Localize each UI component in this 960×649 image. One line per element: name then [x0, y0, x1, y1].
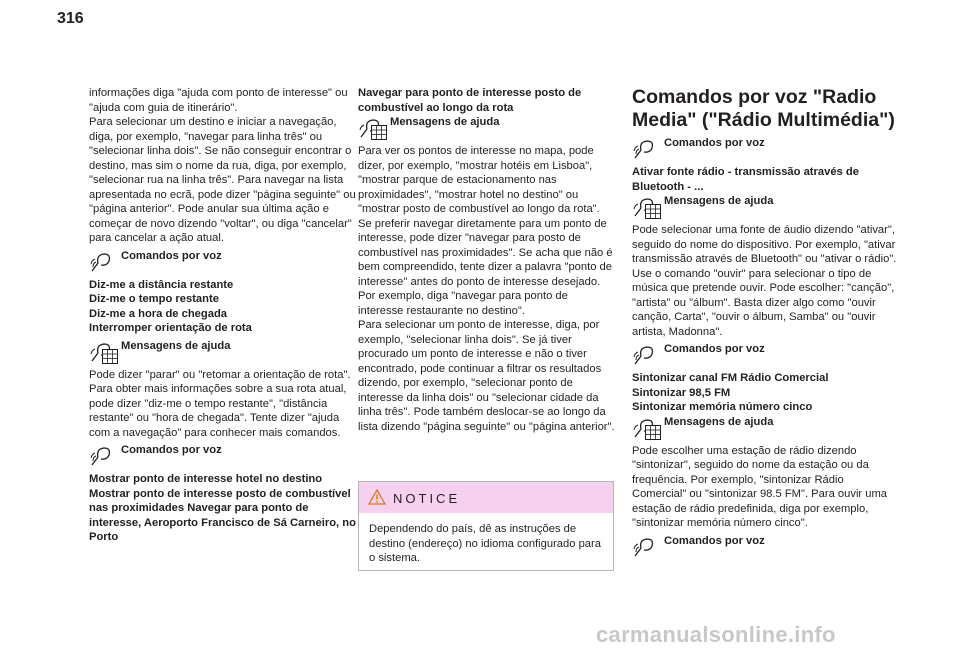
help-text-continued: Para selecionar um ponto de interesse, diga, por exemplo, "selecionar linha dois". Se já tiver procurado um ponto de interesse e não o tiver encontrado, pode continuar a filtrar os resultados dizendo, por exemplo, "selecionar ponto de interesse da linha dois" ou "selecionar cidade da linha três". Pode também deslocar-se ao longo da lista dizendo "página seguinte" ou "página anterior".	[358, 319, 615, 433]
help-grid-icon	[645, 204, 661, 219]
navigation-instructions: Para selecionar um destino e iniciar a navegação, diga, por exemplo, "navegar para linha três" ou "selecionar linha dois". Se não conseguir encontrar o destino, mas sim o nome da rua, diga, por exemplo, "selecionar rua na linha três". Para navegar na lista apresentada no ecrã, pode dizer "página seguinte" ou "página anterior". Pode anular sua última ação e começar de novo dizendo "voltar", ou diga "cancelar" para cancelar a ação atual.	[89, 116, 356, 244]
help-text: Pode escolher uma estação de rádio dizendo "sintonizar", seguido do nome da estação ou da frequência. Por exemplo, "sintonizar Rádio Comercial" ou "sintonizar 98.5 FM". Para ouvir uma estação de rádio predefinida, diga por exemplo, "sintonizar memória número cinco".	[632, 444, 888, 529]
column-right	[632, 84, 900, 563]
notice-box	[358, 481, 614, 571]
notice-text: Dependendo do país, dê as instruções de destino (endereço) no idioma configurado para o sistema.	[369, 523, 601, 564]
voice-command-icon	[632, 536, 660, 558]
section-heading: Navegar para ponto de interesse posto de combustível ao longo da rota	[358, 87, 582, 114]
column-middle	[358, 86, 616, 434]
warning-icon	[368, 489, 386, 505]
help-messages-label: Mensagens de ajuda	[121, 339, 231, 352]
voice-command-icon	[89, 251, 117, 273]
page-number: 316	[57, 10, 84, 27]
command-item: Sintonizar memória número cinco	[632, 401, 813, 413]
voice-commands-row	[632, 534, 900, 561]
voice-commands-row	[89, 249, 357, 276]
intro-text: informações diga "ajuda com ponto de interesse" ou "ajuda com guia de itinerário".	[89, 87, 348, 114]
help-messages-row	[89, 339, 357, 366]
voice-commands-label: Comandos por voz	[121, 444, 222, 456]
help-text: Para ver os pontos de interesse no mapa, pode dizer, por exemplo, "mostrar hotéis em Lisboa", "mostrar parque de estacionamento nas proximidades", "mostrar hotel no destino" ou "mostrar posto de combustível ao longo da rota". Se preferir navegar diretamente para um ponto de interesse, pode dizer "navegar para posto de combustível nas proximidades". Se acha que não é bem compreendido, tente dizer a palavra "ponto de interesse" antes do ponto de interesse desejado. Por exemplo, diga "navegar para ponto de interesse restaurante no destino".	[358, 145, 613, 317]
command-item: Sintonizar canal FM Rádio Comercial	[632, 372, 829, 384]
voice-commands-row	[632, 342, 900, 369]
help-grid-icon	[102, 349, 118, 364]
command-item: Diz-me a distância restante	[89, 278, 234, 291]
voice-commands-row	[632, 136, 900, 163]
command-item: Diz-me a hora de chegada	[89, 307, 228, 320]
help-grid-icon	[371, 125, 387, 140]
help-grid-icon	[645, 425, 661, 440]
help-text: Pode dizer "parar" ou "retomar a orientação de rota". Para obter mais informações sobre a sua rota atual, pode dizer "diz-me o tempo restante", "distância restante" ou "hora de chegada". Tente dizer "ajuda com a navegação" para conhecer mais comandos.	[89, 368, 351, 439]
help-messages-row	[358, 115, 616, 142]
command-item: Diz-me o tempo restante	[89, 293, 219, 305]
voice-command-icon	[632, 138, 660, 160]
voice-command-icon	[632, 344, 660, 366]
help-messages-label: Mensagens de ajuda	[664, 195, 774, 207]
voice-commands-label: Comandos por voz	[664, 137, 765, 149]
help-messages-row	[632, 415, 900, 442]
notice-header	[359, 482, 613, 513]
voice-commands-label: Comandos por voz	[664, 343, 765, 355]
watermark: carmanualsonline.info	[596, 622, 836, 647]
notice-title: NOTICE	[393, 491, 461, 506]
help-messages-label: Mensagens de ajuda	[664, 415, 774, 428]
command-heading: Ativar fonte rádio - transmissão através de Bluetooth - ...	[632, 166, 859, 193]
voice-command-icon	[89, 445, 117, 467]
column-left	[89, 86, 357, 545]
help-messages-row	[632, 194, 900, 221]
section-title: Comandos por voz "Radio Media" ("Rádio Multimédia")	[632, 86, 895, 131]
voice-commands-label: Comandos por voz	[664, 534, 765, 547]
command-list: Mostrar ponto de interesse hotel no destino Mostrar ponto de interesse posto de combustível nas proximidades Navegar para ponto de interesse, Aeroporto Francisco de Sá Carneiro, no Porto	[89, 473, 356, 543]
help-text: Pode selecionar uma fonte de áudio dizendo "ativar", seguido do nome do dispositivo. Por exemplo, "ativar transmissão através de Bluetooth" ou "ativar o rádio". Use o comando "ouvir" para selecionar o tipo de música que pretende ouvir. Pode escolher: "canção", "artista" ou "álbum". Basta dizer algo como "ouvir canção, Carta", "ouvir o álbum, Samba" ou "ouvir artista, Madonna".	[632, 224, 897, 338]
help-messages-label: Mensagens de ajuda	[390, 116, 500, 128]
command-item: Interromper orientação de rota	[89, 322, 252, 334]
command-item: Sintonizar 98,5 FM	[632, 386, 731, 399]
voice-commands-label: Comandos por voz	[121, 249, 222, 262]
voice-commands-row	[89, 443, 357, 470]
